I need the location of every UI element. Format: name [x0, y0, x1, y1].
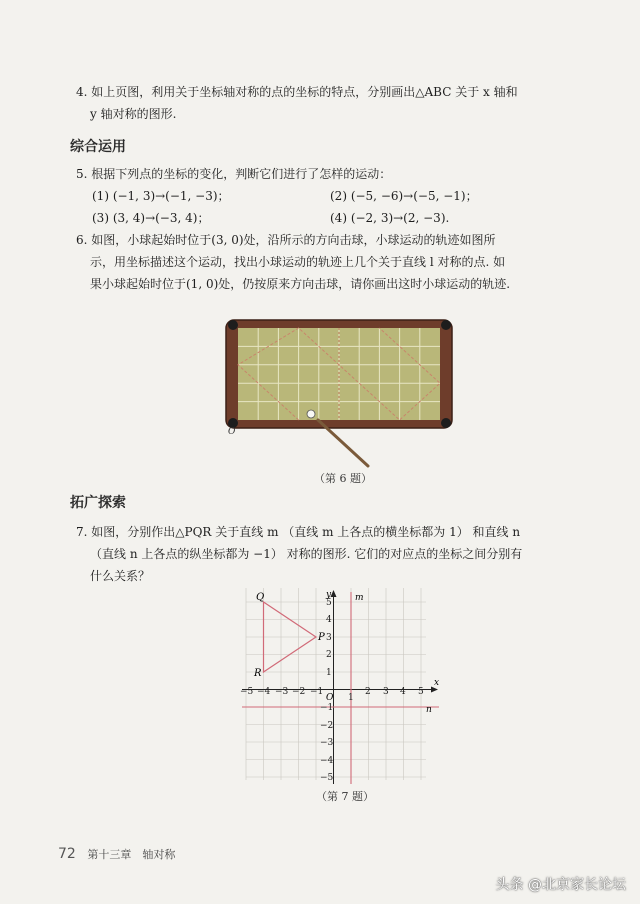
y-tick: −3: [320, 738, 334, 748]
y-tick: 5: [326, 598, 332, 608]
label-p: P: [318, 632, 325, 643]
y-tick: −1: [320, 703, 334, 713]
y-tick: −2: [320, 721, 334, 731]
q5-item-1: (1) (−1, 3)→(−1, −3)；: [92, 189, 230, 203]
coordinate-figure: [234, 588, 454, 788]
q5-item-3: (3) (3, 4)→(−3, 4)；: [92, 211, 210, 225]
section-heading-extension: 拓广探索: [70, 495, 126, 511]
figure7-grid: [246, 588, 426, 780]
section-heading-comprehensive: 综合运用: [70, 139, 126, 155]
q5-item-2: (2) (−5, −6)→(−5, −1)；: [330, 189, 478, 203]
y-tick: −4: [320, 756, 334, 766]
q6-line3: 果小球起始时位于(1, 0)处，仍按原来方向击球，请你画出这时小球运动的轨迹.: [90, 277, 511, 291]
billiard-table: [222, 316, 458, 478]
y-tick: 2: [326, 650, 332, 660]
y-tick: 3: [326, 633, 332, 643]
pocket-bottom-right: [441, 418, 451, 428]
y-tick: −5: [320, 773, 334, 783]
label-n: n: [426, 705, 432, 715]
x-tick: 4: [400, 687, 406, 697]
x-tick: −2: [292, 687, 306, 697]
x-tick: 5: [418, 687, 424, 697]
q4-line2: y 轴对称的图形.: [90, 107, 177, 121]
y-axis-arrow: [331, 590, 337, 597]
q7-line1: 7. 如图，分别作出△PQR 关于直线 m （直线 m 上各点的横坐标都为 1） 和直线 n: [76, 525, 521, 539]
pocket-top-left: [228, 320, 238, 330]
label-y: y: [326, 590, 332, 600]
q6-line1: 6. 如图，小球起始时位于(3, 0)处，沿所示的方向击球，小球运动的轨迹如图所: [76, 233, 496, 247]
label-x: x: [434, 678, 440, 688]
page-number: 72: [58, 846, 76, 862]
label-origin: O: [326, 693, 334, 703]
q6-line2: 示，用坐标描述这个运动，找出小球运动的轨迹上几个关于直线 l 对称的点. 如: [90, 255, 506, 269]
x-tick: −1: [310, 687, 324, 697]
q5-intro: 5. 根据下列点的坐标的变化，判断它们进行了怎样的运动：: [76, 167, 392, 181]
q4-line1: 4. 如上页图，利用关于坐标轴对称的点的坐标的特点，分别画出△ABC 关于 x 轴和: [76, 85, 518, 99]
pocket-top-right: [441, 320, 451, 330]
chapter-label: 第十三章 轴对称: [87, 848, 176, 861]
figure7-caption: （第 7 题）: [316, 790, 374, 803]
q7-line3: 什么关系？: [90, 569, 151, 583]
q7-line2: （直线 n 上各点的纵坐标都为 −1） 对称的图形. 它们的对应点的坐标之间分别有: [90, 547, 523, 561]
x-tick: −3: [275, 687, 289, 697]
page-footer: [58, 846, 175, 862]
label-m: m: [355, 593, 364, 603]
cue-ball: [307, 410, 315, 418]
x-tick: −5: [240, 687, 254, 697]
x-tick: 1: [348, 693, 354, 703]
x-tick: 3: [383, 687, 389, 697]
q5-item-4: (4) (−2, 3)→(2, −3).: [330, 211, 450, 225]
watermark: 头条 @北京家长论坛: [495, 877, 626, 893]
y-tick: 4: [326, 615, 332, 625]
label-q: Q: [256, 592, 265, 603]
x-tick: 2: [365, 687, 371, 697]
x-tick: −4: [257, 687, 271, 697]
y-tick: 1: [326, 668, 332, 678]
label-r: R: [254, 668, 262, 679]
origin-label: O: [228, 427, 236, 437]
figure6-caption: （第 6 题）: [314, 472, 372, 485]
